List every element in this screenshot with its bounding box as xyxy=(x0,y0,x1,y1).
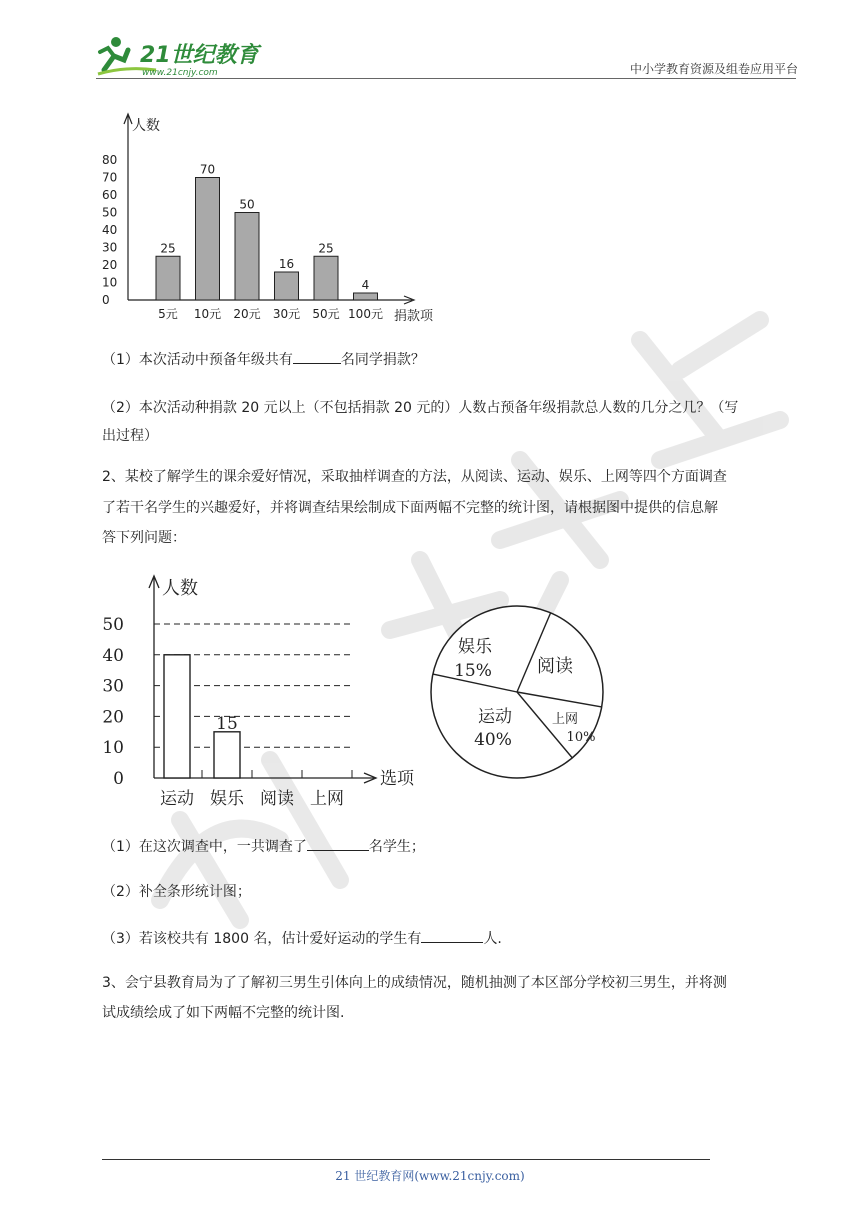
q2-intro-line3: 答下列问题： xyxy=(102,530,186,546)
bar-value-label: 15 xyxy=(216,713,238,734)
q2-part3-after: 人. xyxy=(483,931,502,947)
y-tick-label: 50 xyxy=(102,615,124,635)
q1-part1 xyxy=(102,345,802,375)
bar xyxy=(275,272,299,300)
footer-text: 21 世纪教育网(www.21cnjy.com) xyxy=(335,1169,525,1183)
bar xyxy=(164,655,190,778)
logo-title: 21世纪教育 xyxy=(140,43,259,68)
q2-part1 xyxy=(102,832,802,862)
y-tick-label: 20 xyxy=(102,258,118,272)
bar xyxy=(314,256,338,300)
y-tick-label: 10 xyxy=(102,275,118,290)
x-tick-label: 上网 xyxy=(310,789,344,809)
q1-part2-line1: （2）本次活动种捐款 20 元以上（不包括捐款 20 元的）人数占预备年级捐款总人数的几分之几？（写 xyxy=(102,400,739,416)
bar-value-label: 50 xyxy=(239,197,255,212)
bar xyxy=(196,178,220,301)
y-tick-label: 80 xyxy=(102,153,118,167)
y-tick-label: 60 xyxy=(102,188,118,202)
donation-bar-chart xyxy=(100,108,460,332)
bar-value-label: 25 xyxy=(318,241,334,256)
y-axis-label: 人数 xyxy=(162,578,198,599)
q1-part1-after: 名同学捐款？ xyxy=(340,352,425,368)
pie-slice-percent: 10% xyxy=(566,730,596,745)
x-tick-label: 100元 xyxy=(348,307,383,321)
x-tick-label: 5元 xyxy=(158,307,178,321)
header-divider xyxy=(96,78,796,79)
y-tick-label: 10 xyxy=(102,738,124,759)
y-tick-label: 30 xyxy=(102,676,124,697)
pie-slice-label: 娱乐 xyxy=(458,637,492,657)
y-tick-label: 50 xyxy=(102,205,118,220)
q2-part1-before: （1）在这次调查中，一共调查了 xyxy=(102,839,307,855)
site-logo xyxy=(96,30,266,80)
bar-value-label: 4 xyxy=(361,278,370,292)
y-tick-label: 30 xyxy=(102,240,118,255)
x-axis-label: 捐款项 xyxy=(394,309,434,324)
x-tick-label: 50元 xyxy=(312,307,340,321)
bar-value-label: 16 xyxy=(278,257,295,271)
x-tick-label: 30元 xyxy=(272,307,301,321)
x-tick-label: 运动 xyxy=(160,789,194,809)
header-platform-text: 中小学教育资源及组卷应用平台 xyxy=(629,62,798,76)
y-tick-label: 40 xyxy=(102,645,124,666)
q2-answer-blank-3[interactable] xyxy=(421,926,483,943)
q3-line2: 试成绩绘成了如下两幅不完整的统计图. xyxy=(102,1005,345,1021)
y-tick-label: 0 xyxy=(102,293,110,307)
pie-slice-label: 上网 xyxy=(551,712,579,727)
pie-slice-label: 阅读 xyxy=(537,656,573,677)
bar-value-label: 70 xyxy=(199,162,216,177)
x-axis-label: 选项 xyxy=(380,769,414,789)
y-axis-label: 人数 xyxy=(132,118,160,134)
pie-slice-percent: 40% xyxy=(474,730,512,750)
hobby-bar-chart xyxy=(96,570,436,819)
bar xyxy=(354,293,378,300)
bar xyxy=(214,732,240,778)
pie-slice-percent: 15% xyxy=(454,661,492,681)
y-tick-label: 40 xyxy=(102,223,118,237)
bar-value-label: 25 xyxy=(160,241,176,256)
q2-answer-blank-1[interactable] xyxy=(307,834,369,851)
q2-intro-line2: 了若干名学生的兴趣爱好，并将调查结果绘制成下面两幅不完整的统计图，请根据图中提供的信息解 xyxy=(102,500,718,516)
y-tick-label: 0 xyxy=(113,769,124,789)
q3-line1: 3、会宁县教育局为了了解初三男生引体向上的成绩情况，随机抽测了本区部分学校初三男生，并将测 xyxy=(102,975,727,991)
hobby-pie-chart xyxy=(425,600,625,804)
bar xyxy=(235,213,259,301)
bar xyxy=(156,256,180,300)
q2-part3-before: （3）若该校共有 1800 名，估计爱好运动的学生有 xyxy=(102,931,422,947)
q2-intro-line1: 2、某校了解学生的课余爱好情况，采取抽样调查的方法，从阅读、运动、娱乐、上网等四个方面调查 xyxy=(102,469,727,485)
q2-part1-after: 名学生； xyxy=(368,839,425,855)
x-tick-label: 10元 xyxy=(193,307,222,321)
y-tick-label: 20 xyxy=(102,707,124,728)
x-tick-label: 阅读 xyxy=(260,789,294,809)
x-tick-label: 娱乐 xyxy=(210,789,244,809)
q1-part1-before: （1）本次活动中预备年级共有 xyxy=(102,352,293,368)
y-tick-label: 70 xyxy=(102,170,118,185)
q1-answer-blank[interactable] xyxy=(293,347,341,364)
q2-part3 xyxy=(102,924,802,954)
footer-divider xyxy=(102,1159,710,1160)
q1-part2-line2: 出过程） xyxy=(102,428,158,444)
x-tick-label: 20元 xyxy=(233,307,261,321)
q2-part2: （2）补全条形统计图； xyxy=(102,884,251,900)
logo-url: www.21cnjy.com xyxy=(142,68,218,78)
pie-slice-label: 运动 xyxy=(478,707,512,727)
